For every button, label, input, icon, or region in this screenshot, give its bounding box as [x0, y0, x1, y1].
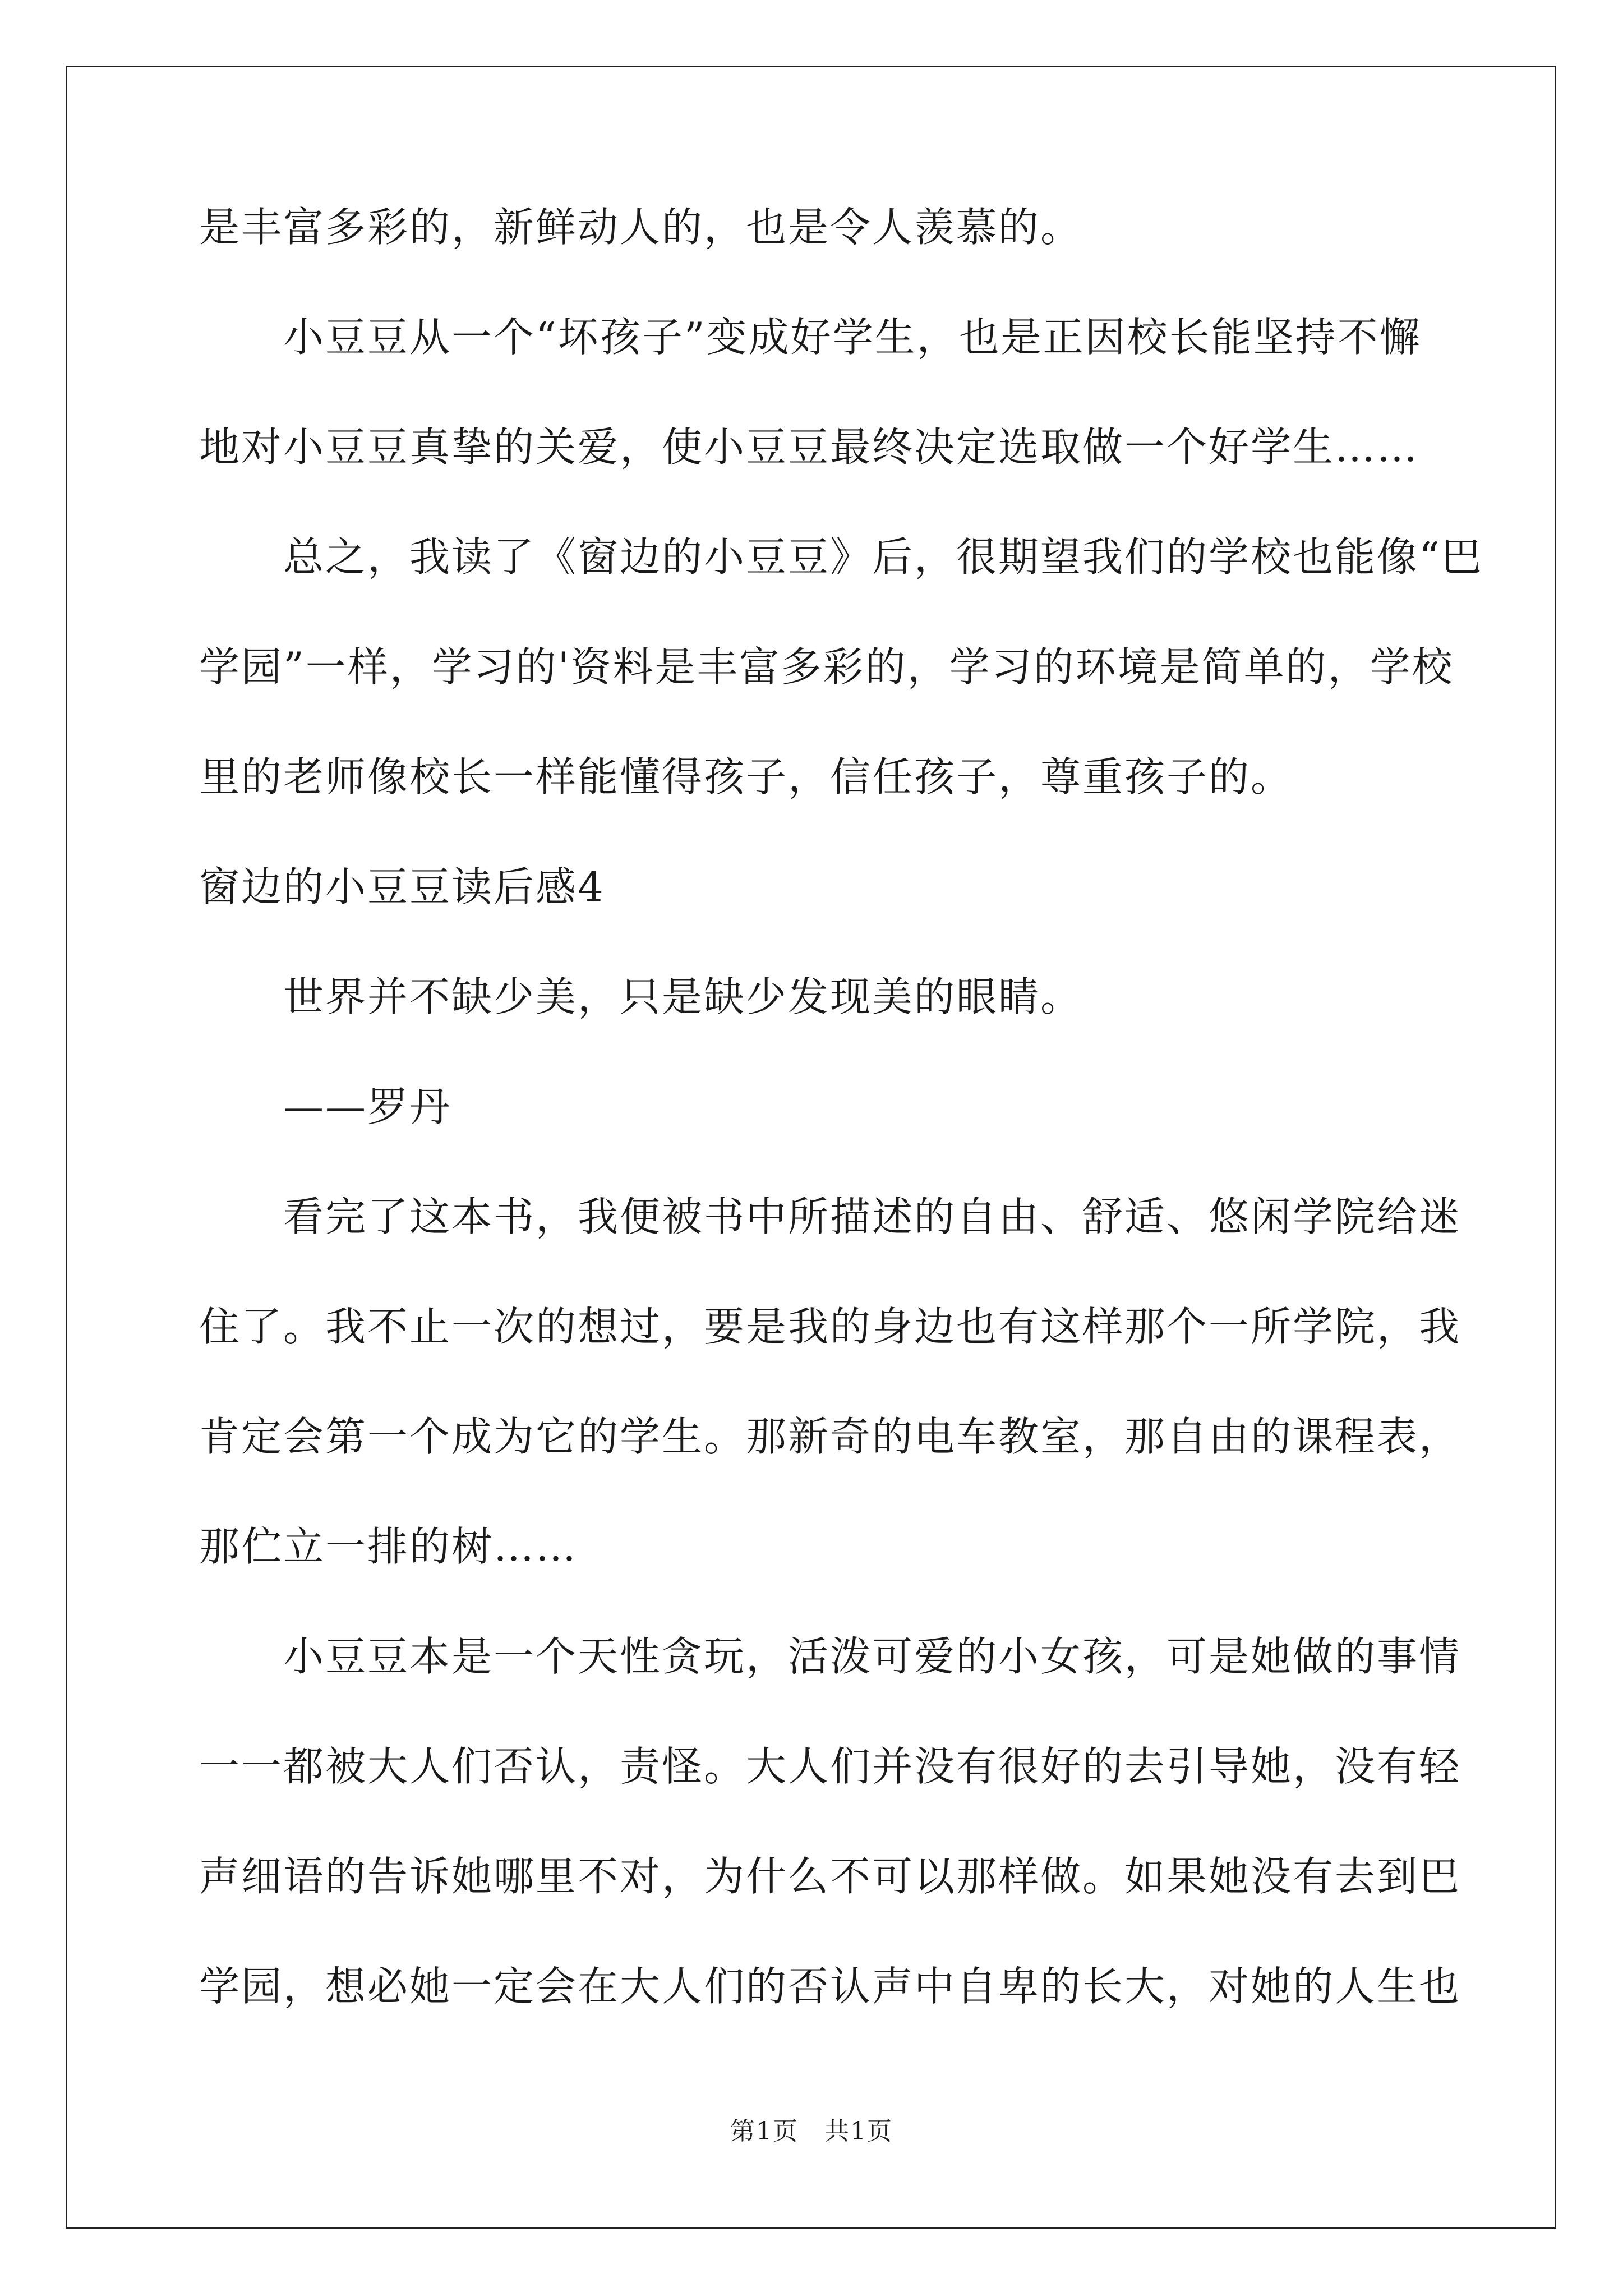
text-line: 一一都被大人们否认，责怪。大人们并没有很好的去引导她，没有轻	[199, 1743, 1461, 1790]
text-line: 里的老师像校长一样能懂得孩子，信任孩子，尊重孩子的。	[199, 753, 1293, 800]
section-heading: 窗边的小豆豆读后感4	[199, 863, 605, 910]
page-border	[66, 66, 1556, 2229]
text-line: 学园”一样，学习的'资料是丰富多彩的，学习的环境是简单的，学校	[199, 643, 1454, 691]
quote-attribution: ——罗丹	[283, 1083, 452, 1130]
paragraph-line: 小豆豆从一个“坏孩子”变成好学生，也是正因校长能坚持不懈	[283, 314, 1422, 361]
text-line: 是丰富多彩的，新鲜动人的，也是令人羡慕的。	[199, 204, 1083, 251]
text-line: 学园，想必她一定会在大人们的否认声中自卑的长大，对她的人生也	[199, 1963, 1461, 2010]
paragraph-line: 看完了这本书，我便被书中所描述的自由、舒适、悠闲学院给迷	[283, 1193, 1461, 1240]
quote-line: 世界并不缺少美，只是缺少发现美的眼睛。	[283, 973, 1083, 1020]
text-line: 住了。我不止一次的想过，要是我的身边也有这样那个一所学院，我	[199, 1303, 1461, 1350]
page-footer: 第1页 共1页	[730, 2117, 893, 2146]
text-line: 肯定会第一个成为它的学生。那新奇的电车教室，那自由的课程表，	[199, 1413, 1461, 1460]
text-line: 那伫立一排的树……	[199, 1523, 578, 1570]
text-line: 地对小豆豆真挚的关爱，使小豆豆最终决定选取做一个好学生……	[199, 424, 1419, 471]
paragraph-line: 总之，我读了《窗边的小豆豆》后，很期望我们的学校也能像“巴	[283, 533, 1483, 581]
paragraph-line: 小豆豆本是一个天性贪玩，活泼可爱的小女孩，可是她做的事情	[283, 1633, 1461, 1680]
text-line: 声细语的告诉她哪里不对，为什么不可以那样做。如果她没有去到巴	[199, 1853, 1461, 1900]
